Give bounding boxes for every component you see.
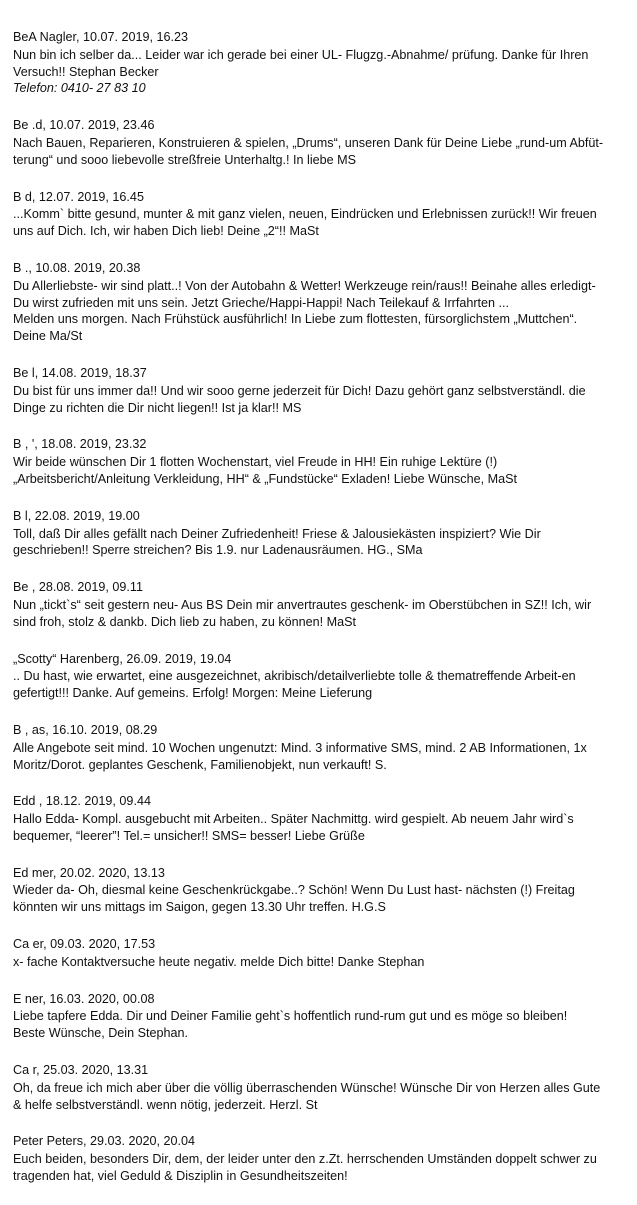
entry-header: Ca r, 25.03. 2020, 13.31	[13, 1063, 149, 1078]
entry-header: „Scotty“ Harenberg, 26.09. 2019, 19.04	[13, 651, 232, 666]
entry-phone-line: Telefon: 0410- 27 83 10	[13, 81, 146, 96]
message-entry	[13, 365, 631, 416]
entry-header: B ., 10.08. 2019, 20.38	[13, 260, 141, 275]
entry-text-line: geschrieben!! Sperre streichen? Bis 1.9. nur Ladenausräumen. HG., SMa	[13, 543, 423, 558]
entry-text-line: Dinge zu richten die Dir nicht liegen!! Ist ja klar!! MS	[13, 400, 302, 415]
message-entry	[13, 651, 631, 702]
message-entry	[13, 29, 631, 97]
entry-text-line: .. Du hast, wie erwartet, eine ausgezeichnet, akribisch/detailverliebte tolle & thematreffende Arbeit-en	[13, 669, 576, 684]
entry-text-line: Toll, daß Dir alles gefällt nach Deiner Zufriedenheit! Friese & Jalousiekästen inspiziert? Wie Dir	[13, 526, 541, 541]
entry-header: Edd , 18.12. 2019, 09.44	[13, 794, 151, 809]
message-entry	[13, 436, 631, 487]
message-entry	[13, 865, 631, 916]
message-entry	[13, 991, 631, 1042]
message-entry	[13, 508, 631, 559]
entry-text-line: Wieder da- Oh, diesmal keine Geschenkrückgabe..? Schön! Wenn Du Lust hast- nächsten (!) Freitag	[13, 883, 575, 898]
message-entry	[13, 936, 631, 971]
entry-header: B , ', 18.08. 2019, 23.32	[13, 437, 147, 452]
entry-header: E ner, 16.03. 2020, 00.08	[13, 991, 155, 1006]
message-entry	[13, 260, 631, 345]
entry-text-line: Hallo Edda- Kompl. ausgebucht mit Arbeiten.. Später Nachmittg. wird gespielt. Ab neuem Jahr wird`s	[13, 812, 574, 827]
entry-text-line: Du wirst zufrieden mit uns sein. Jetzt Grieche/Happi-Happi! Nach Teilekauf & Irrfahrten ...	[13, 295, 510, 310]
entry-text-line: bequemer, “leerer”! Tel.= unsicher!! SMS= besser! Liebe Grüße	[13, 828, 365, 843]
entry-text-line: Du Allerliebste- wir sind platt..! Von der Autobahn & Wetter! Werkzeuge rein/raus!! Beinahe alles erledigt-	[13, 278, 596, 293]
message-entry	[13, 722, 631, 773]
entry-header: Ed mer, 20.02. 2020, 13.13	[13, 865, 165, 880]
entry-text-line: „Arbeitsbericht/Anleitung Verkleidung, HH“ & „Fundstücke“ Exladen! Liebe Wünsche, MaSt	[13, 471, 517, 486]
entry-header: Peter Peters, 29.03. 2020, 20.04	[13, 1134, 196, 1149]
entry-text-line: Nach Bauen, Reparieren, Konstruieren & spielen, „Drums“, unseren Dank für Deine Liebe „rund-um Abfüt-	[13, 135, 604, 150]
entry-header: B , as, 16.10. 2019, 08.29	[13, 722, 158, 737]
entry-text-line: Nun bin ich selber da... Leider war ich gerade bei einer UL- Flugzg.-Abnahme/ prüfung. Danke für Ihren	[13, 47, 589, 62]
entry-header: B l, 22.08. 2019, 19.00	[13, 508, 140, 523]
entry-text-line: Versuch!! Stephan Becker	[13, 64, 159, 79]
entry-text-line: x- fache Kontaktversuche heute negativ. melde Dich bitte! Danke Stephan	[13, 954, 425, 969]
entry-header: Be l, 14.08. 2019, 18.37	[13, 365, 147, 380]
entry-header: B d, 12.07. 2019, 16.45	[13, 189, 144, 204]
entry-text-line: Beste Wünsche, Dein Stephan.	[13, 1026, 189, 1041]
entry-text-line: & helfe selbstverständl. wenn nötig, jederzeit. Herzl. St	[13, 1097, 318, 1112]
entry-header: Ca er, 09.03. 2020, 17.53	[13, 937, 156, 952]
entry-text-line: Du bist für uns immer da!! Und wir sooo gerne jederzeit für Dich! Dazu gehört ganz selbstverständl. die	[13, 383, 586, 398]
message-entry	[13, 189, 631, 240]
message-entry	[13, 117, 631, 168]
entry-text-line: sind froh, stolz & dankb. Dich lieb zu haben, zu können! MaSt	[13, 614, 357, 629]
entry-text-line: ...Komm` bitte gesund, munter & mit ganz vielen, neuen, Eindrücken und Erlebnissen zurück!! Wir freuen	[13, 207, 597, 222]
entry-text-line: Liebe tapfere Edda. Dir und Deiner Familie geht`s hoffentlich rund-rum gut und es möge so bleiben!	[13, 1009, 568, 1024]
entry-text-line: Moritz/Dorot. geplantes Geschenk, Familienobjekt, nun verkauft! S.	[13, 757, 387, 772]
entry-text-line: terung“ und sooo liebevolle streßfreie Unterhaltg.! In liebe MS	[13, 152, 357, 167]
message-entry	[13, 1062, 631, 1113]
entry-text-line: Melden uns morgen. Nach Frühstück ausführlich! In Liebe zum flottesten, fürsorglichstem „Muttchen“.	[13, 312, 578, 327]
message-entry	[13, 1133, 631, 1184]
entry-text-line: Euch beiden, besonders Dir, dem, der leider unter den z.Zt. herrschenden Umständen doppelt schwer zu	[13, 1152, 597, 1167]
entry-header: BeA Nagler, 10.07. 2019, 16.23	[13, 30, 189, 44]
entry-text-line: Oh, da freue ich mich aber über die völlig überraschenden Wünsche! Wünsche Dir von Herzen alles Gute	[13, 1080, 601, 1095]
entry-header: Be , 28.08. 2019, 09.11	[13, 580, 144, 595]
entry-header: Be .d, 10.07. 2019, 23.46	[13, 118, 155, 133]
entry-text-line: uns auf Dich. Ich, wir haben Dich lieb! Deine „2“!! MaSt	[13, 224, 319, 239]
message-log	[13, 29, 631, 1205]
message-entry	[13, 579, 631, 630]
entry-text-line: Alle Angebote seit mind. 10 Wochen ungenutzt: Mind. 3 informative SMS, mind. 2 AB Informationen, 1x	[13, 740, 587, 755]
entry-text-line: Wir beide wünschen Dir 1 flotten Wochenstart, viel Freude in HH! Ein ruhige Lektüre (!)	[13, 455, 498, 470]
entry-text-line: Nun „tickt`s“ seit gestern neu- Aus BS Dein mir anvertrautes geschenk- im Oberstübchen in SZ!! Ich, wir	[13, 597, 592, 612]
entry-text-line: könnten wir uns mittags im Saigon, gegen 13.30 Uhr treffen. H.G.S	[13, 900, 386, 915]
entry-text-line: gefertigt!!! Danke. Auf gemeins. Erfolg! Morgen: Meine Lieferung	[13, 686, 373, 701]
entry-text-line: tragenden hat, viel Geduld & Disziplin in Gesundheitszeiten!	[13, 1169, 348, 1184]
entry-text-line: Deine Ma/St	[13, 329, 83, 344]
message-entry	[13, 793, 631, 844]
